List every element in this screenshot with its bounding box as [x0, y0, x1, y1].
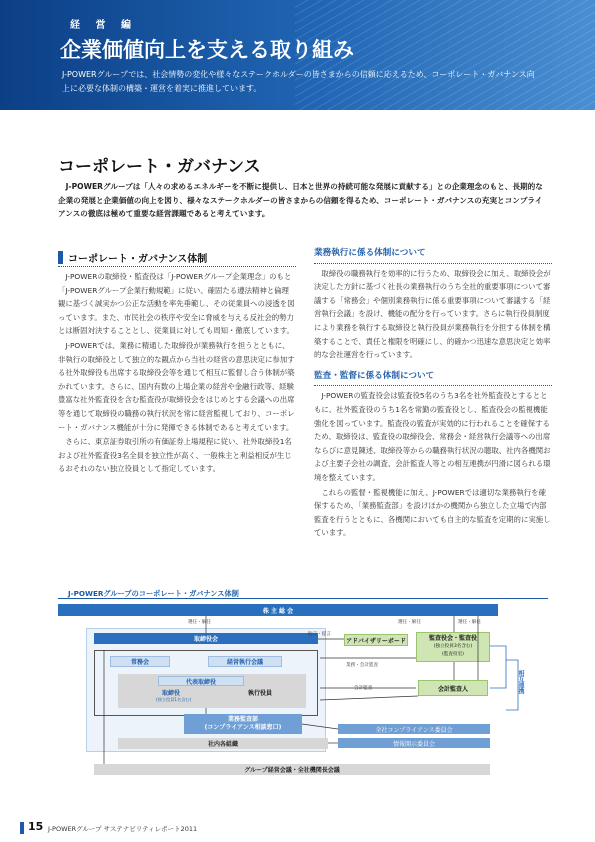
internal-audit-line-1: 業務監査部 [227, 716, 258, 723]
right-column [314, 247, 552, 541]
managing-committee: 常務会 [110, 656, 170, 667]
representative-director: 代表取締役 [158, 676, 244, 686]
internal-audit-line-2: (コンプライアンス相談窓口) [204, 724, 282, 731]
footer-text: J-POWERグループ サステナビリティレポート2011 [48, 825, 198, 833]
advisory-board: アドバイザリーボード [344, 634, 408, 646]
footer-marker [20, 822, 24, 834]
director-note: (独立役員1名含む) [156, 697, 192, 702]
right-heading-1: 業務執行に係る体制について [314, 247, 552, 264]
compliance-committee: 全社コンプライアンス委員会 [338, 724, 490, 734]
section-lead: J-POWERグループは「人々の求めるエネルギーを不断に提供し、日本と世界の持続可能な発展に貢献する」との企業理念のもと、長期的な企業の発展と企業価値の向上を図り、様々なステークホルダーの皆さまからの信頼を得るため、コーポレート・ガバナンスの充実とコンプライアンスの徹底は極めて重要な経営課題であると考えています。 [58, 182, 543, 218]
diagram-title: J-POWERグループのコーポレート・ガバナンス体制 [68, 589, 239, 598]
disclosure-committee: 情報開示委員会 [338, 738, 490, 748]
left-column [58, 270, 296, 477]
auditors-line-2: (独立役員3名含む) [433, 644, 473, 649]
executive-council: 経営執行会議 [208, 656, 282, 667]
governance-diagram [58, 600, 548, 800]
consult-label: 助言・提言 [308, 632, 331, 637]
left-heading-text: コーポレート・ガバナンス体制 [68, 254, 208, 265]
right-heading-2: 監査・監督に係る体制について [314, 370, 552, 387]
shareholders-meeting: 株 主 総 会 [58, 604, 498, 616]
auditors-line-1: 監査役会・監査役 [428, 635, 477, 642]
audit-label-1: 業務・会計監査 [346, 663, 379, 668]
executive-officer-label: 執行役員 [248, 690, 273, 697]
board-of-directors: 取締役会 [94, 633, 318, 644]
right-paragraph-2: J-POWERの監査役会は監査役5名のうち3名を社外監査役とするとともに、社外監査役のうち1名を常勤の監査役とし、監査役会の監視機能強化を図っています。監査役の監査が実効的に行われることを確保するため、取締役は、監査役の取締役会、常務会・経営執行会議等への出席ならびに意見陳述、取締役等からの職務執行状況の聴取、社内各機関および主要子会社の調査、会計監査人等との相互連携が円滑に図られる環境を整えています。 [314, 391, 551, 482]
right-paragraph-3: これらの監督・監視機能に加え、J-POWERでは適切な業務執行を確保するため、「業務監査部」を設けほかの機関から独立した立場で内部監査を行うとともに、各機関においても自主的な監査を定期的に実施しています。 [314, 487, 551, 538]
accounting-auditor: 会計監査人 [418, 680, 488, 696]
auditors-line-3: (監査役室) [442, 652, 464, 657]
heading-rule [58, 266, 296, 267]
diagram-rule [58, 598, 548, 599]
left-paragraph-1: J-POWERの取締役・監査役は「J-POWERグループ企業理念」のもと「J-POWERグループ企業行動規範」に従い、確固たる遵法精神と倫理観に基づく誠実かつ公正な活動を率先垂範し、その従業員への浸透を図っています。また、市民社会の秩序や安全に脅威を与える反社会的勢力とは断固対決することとし、従業員に対しても周知・徹底しています。 [58, 272, 295, 336]
internal-departments: 社内各組織 [118, 738, 328, 749]
header-lead: J-POWERグループでは、社会情勢の変化や様々なステークホルダーの皆さまからの信頼に応えるため、コーポレート・ガバナンス向上に必要な体制の構築・運営を着実に推進しています。 [62, 70, 535, 93]
left-paragraph-2: J-POWERでは、業務に精通した取締役が業務執行を担うとともに、非執行の取締役として独立的な観点から当社の経営の意思決定に参加する社外取締役も出席する取締役会等を通じて相互に監督し合う体制が築かれています。さらに、国内有数の上場企業の経営や金融行政等、経験豊富な社外監査役を含む監査役が取締役会をはじめとする会議への出席等を通じて取締役の職務の執行状況を常に経営監視しており、コーポレート・ガバナンス機能が十分に発揮できる体制であると考えています。 [58, 340, 295, 432]
group-management-meeting: グループ経営会議・全社機関長会議 [94, 764, 490, 775]
audit-label-2: 会計監査 [354, 686, 373, 691]
left-paragraph-3: さらに、東京証券取引所の有価証券上場規程に従い、社外取締役1名および社外監査役3名全員を独立性が高く、一般株主と利益相反が生じるおそれのない独立役員として指定しています。 [58, 437, 292, 474]
appoint-label-board: 選任・解任 [188, 620, 211, 625]
mutual-coordination-label: 相互連携 [517, 670, 524, 694]
page-number: 15 [28, 820, 44, 833]
right-paragraph-1: 取締役の職務執行を効率的に行うため、取締役会に加え、取締役会が決定した方針に基づく社長の業務執行のうち全社的重要事項について審議する「常務会」や個別業務執行に係る重要事項について審議する「経営執行会議」を設け、機能の配分を行っています。さらに執行役員制度により業務を執行する取締役と執行役員が業務執行を分担する体制を構築することで、責任と権限を明確にし、的確かつ迅速な意思決定と効率的な会社運営を行っています。 [314, 268, 551, 360]
page-title: 企業価値向上を支える取り組み [60, 38, 354, 62]
appoint-label-auditors: 選任・解任 [398, 620, 421, 625]
diagram-connectors [58, 600, 548, 800]
heading-bar [58, 251, 63, 264]
header-band [0, 0, 595, 110]
director-label: 取締役 [162, 690, 181, 697]
left-heading [58, 250, 296, 265]
section-title: コーポレート・ガバナンス [58, 157, 261, 177]
appoint-label-accounting: 選任・解任 [458, 620, 481, 625]
section-tag: 経 営 編 [70, 20, 137, 31]
